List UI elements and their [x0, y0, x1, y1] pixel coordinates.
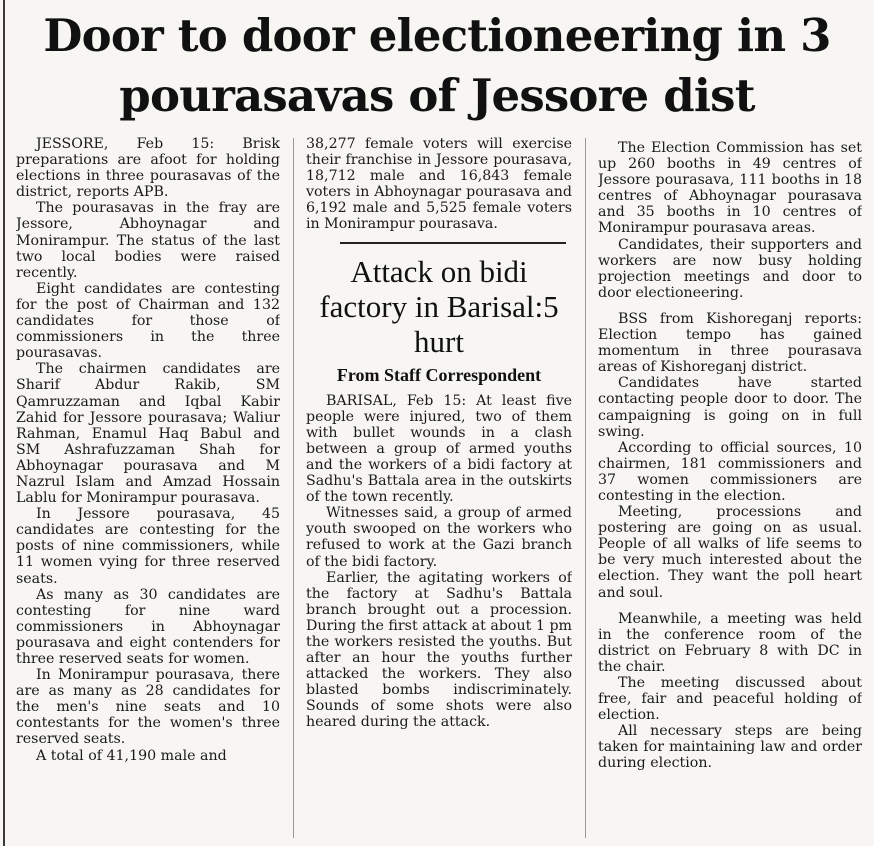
story-divider	[340, 242, 566, 244]
article-paragraph: A total of 41,190 male and	[36, 747, 227, 764]
article-paragraph: JESSORE, Feb 15: Brisk preparations are afoot for holding elections in three pourasavas of the district, reports APB.	[16, 136, 280, 201]
article-column-1	[16, 136, 280, 842]
article-paragraph: All necessary steps are being taken for maintaining law and order during election.	[598, 723, 862, 772]
article-paragraph: Earlier, the agitating workers of the factory at Sadhu's Battala branch brought out a procession. During the first attack at about 1 pm the workers resisted the youths. But after an hour the youths further attacked the workers. They also blasted bombs indiscriminately. Sounds of some shots were also heared during the attack.	[306, 569, 572, 731]
article-paragraph: In Jessore pourasava, 45 candidates are contesting for the posts of nine commissioners, while 11 women vying for three reserved seats.	[16, 506, 280, 587]
article-paragraph: Eight candidates are contesting for the post of Chairman and 132 candidates for those of commissioners in the three pourasavas.	[16, 280, 280, 362]
article-paragraph: Witnesses said, a group of armed youth swooped on the workers who refused to work at the Gazi branch of the bidi factory.	[306, 505, 572, 570]
article-paragraph: Meanwhile, a meeting was held in the conference room of the district on February 8 with DC in the chair.	[598, 610, 862, 675]
article-paragraph: Meeting, processions and postering are going on as usual. People of all walks of life seems to be very much interested about the election. They want the poll heart and soul.	[598, 504, 862, 601]
article-paragraph: Candidates have started contacting people door to door. The campaigning is going on in full swing.	[598, 375, 862, 440]
column-divider	[585, 138, 586, 838]
article-paragraph: The pourasavas in the fray are Jessore, Abhoynagar and Monirampur. The status of the last two local bodies were raised recently.	[16, 200, 280, 281]
second-story-byline: From Staff Correspondent	[336, 364, 542, 385]
article-paragraph: BARISAL, Feb 15: At least five people were injured, two of them with bullet wounds in a clash between a group of armed youths and the workers of a bidi factory at Sadhu's Battala area in the outskirts of the town recently.	[306, 392, 572, 506]
article-paragraph: According to official sources, 10 chairmen, 181 commissioners and 37 women commissioners are contesting in the election.	[598, 439, 862, 504]
article-column-3	[598, 140, 862, 846]
article-paragraph: The Election Commission has set up 260 booths in 49 centres of Jessore pourasava, 111 booths in 18 centres of Abhoynagar pourasava and 35 booths in 10 centres of Monirampur pourasava areas.	[598, 140, 862, 237]
second-story-headline: Attack on bidi factory in Barisal:5 hurt	[319, 253, 559, 359]
article-column-2	[306, 136, 572, 842]
article-paragraph: Candidates, their supporters and workers are now busy holding projection meetings and door to door electioneering.	[598, 236, 862, 301]
article-paragraph: The chairmen candidates are Sharif Abdur Rakib, SM Qamruzzaman and Iqbal Kabir Zahid for Jessore pourasava; Waliur Rahman, Enamul Haq Babul and SM Ashrafuzzaman Shah for Abhoynagar pourasava and M Nazrul Islam and Amzad Hossain Lablu for Monirampur pourasava.	[16, 361, 280, 507]
column-divider	[293, 138, 294, 838]
left-border-rule	[3, 0, 5, 846]
article-paragraph: As many as 30 candidates are contesting for nine ward commissioners in Abhoynagar pourasava and eight contenders for three reserved seats for women.	[16, 586, 280, 667]
article-paragraph-continued: 38,277 female voters will exercise their franchise in Jessore pourasava, 18,712 male and 16,843 female voters in Abhoynagar pourasava and 6,192 male and 5,525 female voters in Monirampur pourasava.	[306, 136, 572, 233]
article-paragraph: BSS from Kishoreganj reports: Election tempo has gained momentum in three pourasava areas of Kishoreganj district.	[598, 310, 862, 376]
main-headline: Door to door electioneering in 3 pourasavas of Jessore dist	[43, 9, 831, 122]
article-paragraph: The meeting discussed about free, fair and peaceful holding of election.	[598, 675, 862, 724]
article-paragraph: In Monirampur pourasava, there are as many as 28 candidates for the men's nine seats and 10 contestants for the women's three reserved seats.	[16, 667, 280, 748]
